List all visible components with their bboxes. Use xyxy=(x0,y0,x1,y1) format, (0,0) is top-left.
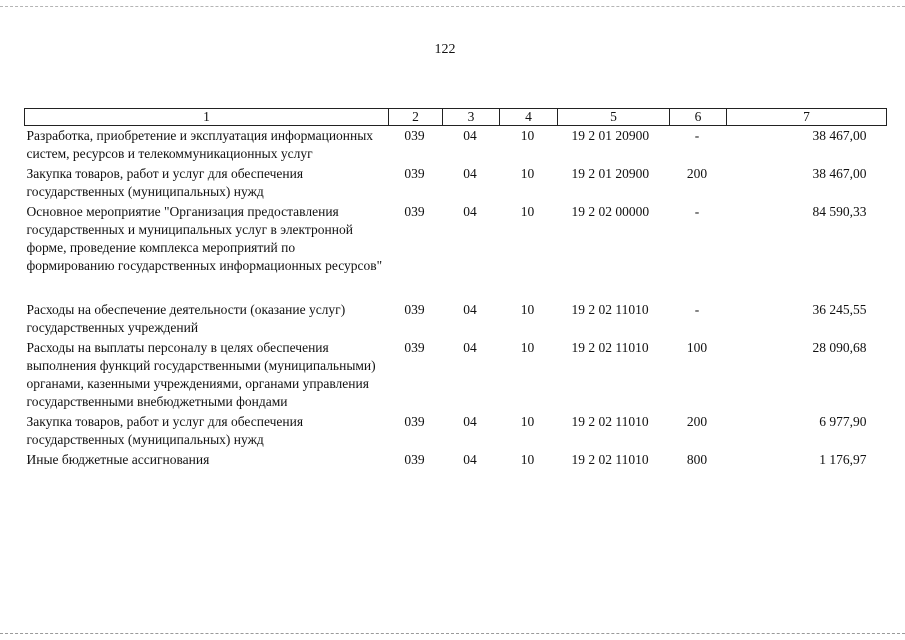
row-expense-type: 800 xyxy=(686,452,708,467)
row-ministry: 039 xyxy=(404,204,425,219)
row-amount: 28 090,68 xyxy=(812,340,867,355)
header-row xyxy=(25,109,887,126)
row-ministry: 039 xyxy=(404,128,425,143)
row-name: Закупка товаров, работ и услуг для обеспечения государственных (муниципальных) нужд xyxy=(26,166,304,199)
table-row xyxy=(25,126,887,165)
table-row xyxy=(25,164,887,202)
row-amount: 36 245,55 xyxy=(812,302,867,317)
row-subsection: 10 xyxy=(520,302,535,317)
header-col-5: 5 xyxy=(558,109,670,126)
row-amount: 6 977,90 xyxy=(819,414,867,429)
row-expense-type: - xyxy=(694,302,700,317)
row-target: 19 2 02 11010 xyxy=(571,414,649,429)
row-amount: 38 467,00 xyxy=(812,128,867,143)
row-ministry: 039 xyxy=(404,302,425,317)
header-col-6: 6 xyxy=(670,109,727,126)
table-row xyxy=(25,338,887,412)
row-subsection: 10 xyxy=(520,166,535,181)
row-expense-type: - xyxy=(694,204,700,219)
row-expense-type: - xyxy=(694,128,700,143)
row-target: 19 2 01 20900 xyxy=(571,128,650,143)
row-expense-type: 200 xyxy=(686,414,708,429)
row-section: 04 xyxy=(463,414,477,429)
row-ministry: 039 xyxy=(404,166,425,181)
spacer-cell xyxy=(25,276,887,300)
table-row xyxy=(25,300,887,338)
row-target: 19 2 02 00000 xyxy=(571,204,650,219)
header-col-1: 1 xyxy=(25,109,389,126)
row-target: 19 2 02 11010 xyxy=(571,302,649,317)
row-expense-type: 100 xyxy=(686,340,708,355)
row-section: 04 xyxy=(463,452,477,467)
row-section: 04 xyxy=(463,302,477,317)
row-section: 04 xyxy=(463,128,477,143)
table-body xyxy=(25,126,887,471)
row-name: Расходы на выплаты персоналу в целях обеспечения выполнения функций государственными (муниципальными) органами, казенными учреждениями, органами управления государственными внебюджетными фондами xyxy=(26,340,376,409)
row-section: 04 xyxy=(463,340,477,355)
row-expense-type: 200 xyxy=(686,166,708,181)
row-subsection: 10 xyxy=(520,452,535,467)
table-row xyxy=(25,450,887,470)
row-section: 04 xyxy=(463,204,477,219)
header-col-2: 2 xyxy=(389,109,443,126)
row-target: 19 2 02 11010 xyxy=(571,452,649,467)
row-subsection: 10 xyxy=(520,414,535,429)
row-subsection: 10 xyxy=(520,204,535,219)
table-row xyxy=(25,202,887,276)
table-row xyxy=(25,412,887,450)
row-amount: 84 590,33 xyxy=(812,204,867,219)
row-ministry: 039 xyxy=(404,340,425,355)
table-header xyxy=(25,109,887,126)
scan-edge-top xyxy=(0,6,905,7)
row-target: 19 2 01 20900 xyxy=(571,166,650,181)
row-ministry: 039 xyxy=(404,414,425,429)
row-section: 04 xyxy=(463,166,477,181)
row-subsection: 10 xyxy=(520,340,535,355)
scan-edge-bottom xyxy=(0,633,905,634)
header-col-7: 7 xyxy=(727,109,887,126)
row-name: Иные бюджетные ассигнования xyxy=(26,452,210,467)
page-number: 122 xyxy=(434,42,456,57)
row-subsection: 10 xyxy=(520,128,535,143)
row-name: Расходы на обеспечение деятельности (оказание услуг) государственных учреждений xyxy=(26,302,346,335)
row-ministry: 039 xyxy=(404,452,425,467)
row-spacer xyxy=(25,276,887,300)
header-col-4: 4 xyxy=(500,109,558,126)
row-target: 19 2 02 11010 xyxy=(571,340,649,355)
row-amount: 1 176,97 xyxy=(819,452,867,467)
budget-table xyxy=(24,108,887,470)
row-name: Закупка товаров, работ и услуг для обеспечения государственных (муниципальных) нужд xyxy=(26,414,304,447)
row-amount: 38 467,00 xyxy=(812,166,867,181)
row-name: Основное мероприятие "Организация предоставления государственных и муниципальных услуг в электронной форме, проведение комплекса мероприятий по формированию государственных информационных ресурсов" xyxy=(26,204,383,273)
header-col-3: 3 xyxy=(443,109,500,126)
row-name: Разработка, приобретение и эксплуатация информационных систем, ресурсов и телекоммуникационных услуг xyxy=(26,128,374,161)
